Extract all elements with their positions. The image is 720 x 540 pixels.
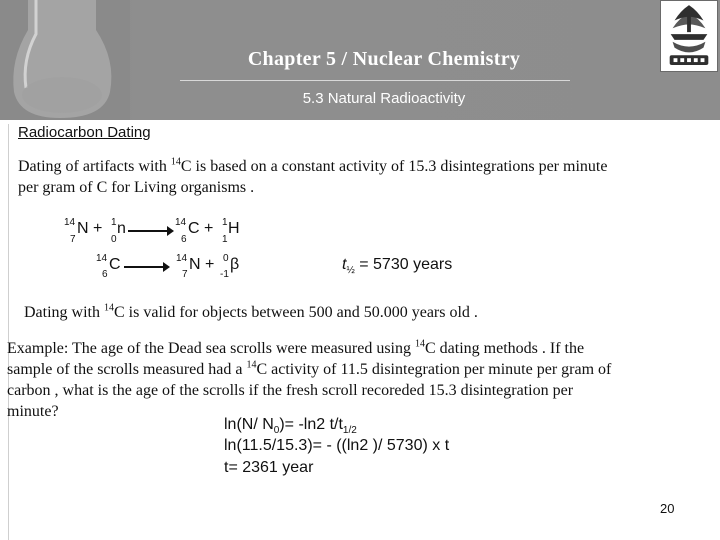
validity-text-b: C is valid for objects between 500 and 50.000 years old .	[114, 304, 478, 321]
example-l1-b: C dating methods . If the	[425, 340, 585, 357]
solution-1-sub: 0	[273, 425, 280, 437]
example-paragraph	[7, 338, 717, 422]
r2-beta-symbol: β	[230, 256, 240, 273]
solution-line-1	[224, 416, 357, 437]
r2-c-symbol: C	[109, 256, 121, 273]
university-logo-icon	[660, 0, 718, 72]
half-life-value: = 5730 years	[354, 256, 453, 273]
example-l1-sup: 14	[415, 338, 425, 350]
intro-paragraph	[18, 156, 708, 198]
r2-beta-atomic: -1	[220, 269, 229, 280]
solution-1-sub2: 1/2	[342, 425, 357, 437]
solution-1-a: ln(N/ N	[224, 416, 274, 433]
solution-1-b: )= -ln2 t/t	[279, 416, 343, 433]
intro-sup: 14	[170, 156, 181, 168]
r1-n-mass: 14	[64, 217, 76, 228]
half-life	[342, 256, 453, 277]
title-divider	[180, 80, 570, 81]
r1-h-atomic: 1	[222, 234, 228, 245]
section-heading: Radiocarbon Dating	[18, 124, 151, 141]
r2-n-atomic: 7	[182, 269, 188, 280]
half-life-sub: ½	[346, 265, 355, 277]
validity-text	[24, 302, 704, 323]
r2-beta-mass: 0	[223, 253, 229, 264]
example-l3: carbon , what is the age of the scrolls if the fresh scroll recoreded 15.3 disintegration per	[7, 382, 574, 399]
validity-text-a: Dating with	[24, 304, 104, 321]
slide-title: Chapter 5 / Nuclear Chemistry	[247, 48, 521, 70]
r1-c-symbol: C +	[188, 220, 214, 237]
example-l4: minute?	[7, 403, 59, 420]
intro-line2: per gram of C for Living organisms .	[18, 179, 255, 196]
r1-h-symbol: H	[228, 220, 240, 237]
r1-neutron-mass: 1	[111, 217, 117, 228]
intro-text-a: Dating of artifacts with	[18, 158, 171, 175]
r1-c-atomic: 6	[181, 234, 187, 245]
r2-n-mass: 14	[176, 253, 188, 264]
r2-c-mass: 14	[96, 253, 108, 264]
example-l1-a: Example: The age of the Dead sea scrolls were measured using	[7, 340, 415, 357]
intro-text-b: C is based on a constant activity of 15.3 disintegrations per minute	[180, 158, 608, 175]
example-l2-sup: 14	[246, 359, 257, 371]
r2-c-atomic: 6	[102, 269, 108, 280]
solution-line-2: ln(11.5/15.3)= - ((ln2 )/ 5730) x t	[224, 437, 450, 454]
r1-h-mass: 1	[222, 217, 228, 228]
example-l2-b: C activity of 11.5 disintegration per minute per gram of	[256, 361, 612, 378]
reaction-1	[60, 214, 260, 250]
r1-arrow	[128, 230, 172, 232]
slide-subtitle: 5.3 Natural Radioactivity	[302, 90, 466, 107]
example-l2-a: sample of the scrolls measured had a	[7, 361, 247, 378]
reaction-2	[96, 250, 266, 286]
page-number: 20	[660, 501, 675, 516]
solution-line-3: t= 2361 year	[224, 459, 314, 476]
r2-n-symbol: N +	[189, 256, 215, 273]
r1-c-mass: 14	[175, 217, 187, 228]
r1-neutron-symbol: n	[117, 220, 126, 237]
half-life-t: t	[342, 256, 347, 273]
r1-n-atomic: 7	[70, 234, 76, 245]
r1-neutron-atomic: 0	[111, 234, 117, 245]
r1-n-symbol: N +	[77, 220, 103, 237]
r2-arrow	[124, 266, 168, 268]
validity-sup: 14	[104, 302, 114, 314]
